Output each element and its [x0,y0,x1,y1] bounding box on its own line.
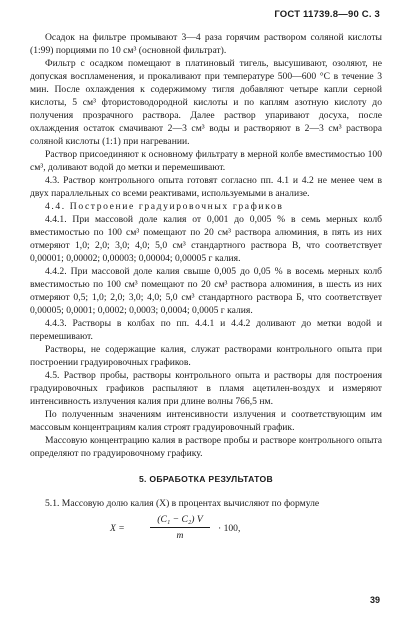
formula-rhs: · 100, [218,523,241,534]
paragraph-mass-concentration: Массовую концентрацию калия в растворе пробы и растворе контрольного опыта определяют по градуировочному графику. [30,435,382,459]
paragraph-4-3: 4.3. Раствор контрольного опыта готовят согласно пп. 4.1 и 4.2 не менее чем в двух параллельных со всеми реактивами, используемыми в анализе. [30,175,382,199]
formula-lhs: X = [110,523,125,534]
paragraph-solution-join: Раствор присоединяют к основному фильтрату в мерной колбе вместимостью 100 см³, доливают водой до метки и перемешивают. [30,149,382,173]
paragraph-control-solutions: Растворы, не содержащие калия, служат растворами контрольного опыта при построении градуировочных графиков. [30,344,382,368]
formula-fraction [150,513,210,542]
paragraph-filter-crucible: Фильтр с осадком помещают в платиновый тигель, высушивают, озоляют, не допуская воспламенения, и прокаливают при температуре 500—600 °С в течение 3 мин. После охлаждения к содержимому тигля добавляют четыре капли серной кислоты, 5 см³ фтористоводородной кислоты и по каплям азотную кислоту до получения прозрачного раствора. Далее раствор упаривают досуха, после охлаждения остаток смачивают 2—3 см³ воды и растворяют в 2—3 см³ раствора соляной кислоты (1:1) при нагревании. [30,58,382,147]
body-text [30,31,382,545]
paragraph-4-4-3: 4.4.3. Растворы в колбах по пп. 4.4.1 и 4.4.2 доливают до метки водой и перемешивают. [30,318,382,342]
paragraph-calibration-graph: По полученным значениям интенсивности излучения и соответствующим им массовым концентрациям калия строят градуировочный график. [30,409,382,433]
paragraph-4-5: 4.5. Раствор пробы, растворы контрольного опыта и растворы для построения градуировочных графиков распыляют в пламя ацетилен-воздух и измеряют интенсивность излучения калия при длине волны 766,5 нм. [30,370,382,407]
page-header: ГОСТ 11739.8—90 С. 3 [274,9,380,20]
paragraph-4-4-2: 4.4.2. При массовой доле калия свыше 0,005 до 0,05 % в восемь мерных колб вместимостью по 100 см³ помещают по 20 см³ раствора алюминия, в шесть из них отмеряют 0,5; 1,0; 2,0; 3,0; 4,0; 5,0 см³ стандартного раствора Б, что соответствует 0,00005; 0,0001; 0,0002; 0,0003; 0,0004; 0,0005 г калия. [30,266,382,316]
paragraph-5-1: 5.1. Массовую долю калия (X) в процентах вычисляют по формуле [45,498,320,509]
formula-denominator: m [176,530,184,541]
section-title: 5. ОБРАБОТКА РЕЗУЛЬТАТОВ [138,474,274,484]
formula [30,513,382,545]
paragraph-sediment-wash: Осадок на фильтре промывают 3—4 раза горячим раствором соляной кислоты (1:99) порциями по 10 см³ (основной фильтрат). [30,32,382,56]
formula-numerator: (C₁ − C₂) V [150,513,210,528]
paragraph-4-4-heading: 4.4. Построение градуировочных графиков [45,201,284,212]
page-number: 39 [369,595,380,605]
paragraph-4-4-1: 4.4.1. При массовой доле калия от 0,001 до 0,005 % в семь мерных колб вместимостью по 100 см³ помещают по 20 см³ раствора алюминия, в пять из них отмеряют 1,0; 2,0; 3,0; 4,0; 5,0 см³ стандартного раствора В, что соответствует 0,00001; 0,00002; 0,00003; 0,00004; 0,00005 г калия. [30,214,382,264]
